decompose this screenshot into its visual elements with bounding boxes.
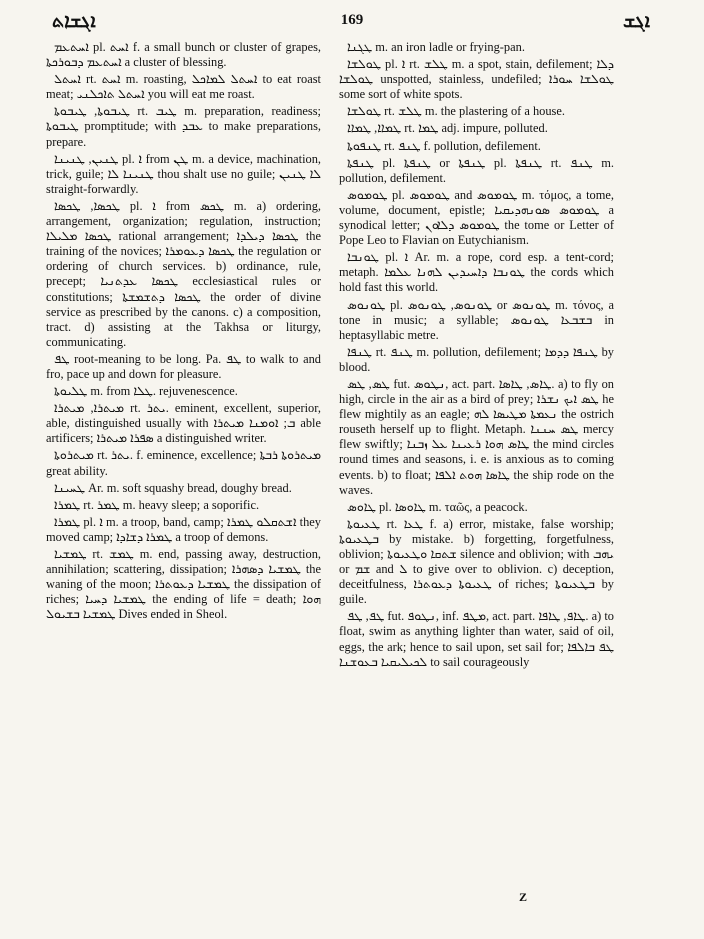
dictionary-entry: ܛܘܡܘܣ pl. ܛܘܡܘܣ and ܛܘܡܘܣ m. τόμος, a tome, volume, document, epistle; ܛܘܡܘܣ ܣܘܢܗܕܝܩܝܐ a synodical letter; ܛܘܡܘܣ ܕܠܐܘܢ the tome or Letter of Pope Leo to Flavian on Eutychianism. <box>339 187 614 248</box>
dictionary-entry: ܡܝܬܪܘܬܐ rt. ܝܬܪ. f. eminence, excellence; ܡܝܬܪܘܬܐ ܪܒܬܐ great ability. <box>46 448 321 478</box>
dictionary-entry: ܛܠܝܘܬܐ m. from ܛܠܐ. rejuvenescence. <box>54 384 238 399</box>
page-header <box>0 8 704 38</box>
dictionary-entry: ܡܝܬܪܐ, ܡܝܬܪܐ rt. ܝܬܪ. eminent, excellent, superior, able, distinguished usually with ܒ; ܐܘܡܢܐ ܡܝܬܪܐ able artificers; ܣܦܪܐ ܡܝܬܪܐ a distinguished writer. <box>46 401 321 446</box>
dictionary-entry: ܛܘܢܒܐ pl. ܐ Ar. m. a rope, cord esp. a tent-cord; metaph. ܛܘܢܒܐ ܕܐܚܝܕܝܢ ܠܗܢܐ ܥܠܡܐ the cords which hold fast this world. <box>339 250 614 295</box>
dictionary-entry: ܛܣ, ܛܣ fut. ܢܛܘܣ, act. part. ܛܐܣ, ܛܐܣܐ. a) to fly on high, circle in the air as a bird of prey; ܛܣ ܐܝܟ ܢܫܪܐ he flew mightily as an eagle; ܢܥܡܬܐ ܡܛܝܣܐ ܠܗ the ostrich rouseth herself up to flight. Metaph. ܛܣ ܚܢܢܐ mercy flew swiftly; ܛܐܣ ܗܘܐ ܪܥܝܢܐ ܥܠ ܙܒܢܐ the mind circles round times and seasons, i. e. is anxious as to coming events. b) to float; ܛܐܣܐ ܗܘܬ ܐܠܦܐ the ship rode on the waves. <box>339 376 615 497</box>
header-left-word: ܐܓܫܐܬ <box>52 10 96 32</box>
dictionary-entry: ܛܡܫܝܐ rt. ܛܡܫ m. end, passing away, destruction, annihilation; scattering, dissipation; ܛܡܫܝܐ ܕܣܗܪܐ the waning of the moon; ܛܡܫܝܐ ܕܥܘܬܪܐ the dissipation of riches; ܛܡܫܝܐ ܕܚܝܐ the ending of life = death; ܗܘܐ ܛܡܫܝܐ ܒܫܝܘܠ Dives ended in Sheol. <box>46 547 321 622</box>
dictionary-entry: ܛܡܪܐ rt. ܛܡܪ m. heavy sleep; a soporific. <box>54 497 260 512</box>
dictionary-entry: ܛܘܢܘܣ pl. ܛܘܢܘܣ, ܛܘܢܘܣ or ܛܘܢܘܣ m. τόνος, a tone in music; a syllable; ܒܫܒܥܐ ܛܘܢܘܣ in heptasyllabic metre. <box>339 297 614 342</box>
dictionary-entry: ܛܘܠܫܐ pl. ܐ rt. ܛܠܫ m. a spot, stain, defilement; ܕܠܐ ܛܘܠܫܐ unspotted, stainless, undefiled; ܛܘܠܫܐ ܚܘܪܐ some sort of white spots. <box>339 57 615 102</box>
dictionary-entry: ܐܚܬܠ rt. ܐܚܬ m. roasting, ܐܚܬܠ ܠܡܐܟܠ to eat roast meat; ܐܚܬܠ ܬܐܟܠܢܝ you will eat me roast. <box>46 72 321 102</box>
dictionary-entry: ܛܡܐܐ, ܛܡܐܐ rt. ܛܡܐ adj. impure, polluted. <box>347 121 548 136</box>
dictionary-entry: ܐܚܬܥܡ pl. ܐܚܬ f. a small bunch or cluster of grapes, ܐܚܬܥܡ ܕܒܘܪܟܬܐ a cluster of blessing. <box>46 40 321 70</box>
right-column <box>339 40 614 672</box>
page-number: 169 <box>340 12 364 28</box>
header-right-word: ܐܓܫ <box>622 10 650 32</box>
signature-mark: Z <box>519 890 528 904</box>
dictionary-entry: ܛܡܪܐ pl. ܐ m. a troop, band, camp; ܐܫܬܩܠܘ ܛܡܪܐ they moved camp; ܛܡܪܐ ܕܫܐܕܐ a troop of demons. <box>46 514 321 544</box>
dictionary-entry: ܛܓܢܐ m. an iron ladle or frying-pan. <box>347 40 525 54</box>
dictionary-entry: ܛܟܣܐ, ܛܟܣܐ pl. ܐ from ܛܟܣ m. a) ordering, arrangement, organization; regulation, instruction; ܛܟܣܐ ܡܠܝܠܐ rational arrangement; ܛܟܣܐ ܕܝܠܕܐ the training of the novices; ܛܟܣܐ ܕܥܘܡܪܐ the regulation or ordering of church services. b) ordinance, rule, precept; ܛܟܣܐ ܥܕܬܢܝܐ ecclesiastical rules or constitutions; ܛܟܣܐ ܕܬܫܡܫܬܐ the order of divine service as prescribed by the canons. c) a composition, tract. d) assisting at the Takhsa or liturgy, communicating. <box>46 198 322 349</box>
dictionary-entry: ܛܢܦܘܬܐ rt. ܛܢܦ f. pollution, defilement. <box>347 138 541 153</box>
dictionary-entry: ܛܥܝܘܬܐ rt. ܛܥܐ f. a) error, mistake, false worship; ܒܛܥܝܘܬܐ by mistake. b) forgetting, forgetfulness, oblivion; ܫܬܩܐ ܘܛܥܝܘܬܐ silence and oblivion; with ܝܗܒ or ܫܡ and ܠ to give over to oblivion. c) deception, deceitfulness, ܛܥܝܘܬܐ ܕܥܘܬܪܐ of riches; ܒܛܥܝܘܬܐ by guile. <box>339 516 614 607</box>
dictionary-entry: ܛܚܝܢܐ Ar. m. soft squashy bread, doughy bread. <box>54 480 292 495</box>
dictionary-entry: ܛܦ root-meaning to be long. Pa. ܛܦ to walk to and fro, pace up and down for pleasure. <box>46 351 321 381</box>
dictionary-entry: ܛܝܒܘܬܐ, ܛܝܒܘܬܐ rt. ܛܝܒ m. preparation, readiness; ܛܝܒܘܬܐ promptitude; with ܥܒܕ to make preparations, prepare. <box>46 104 321 149</box>
dictionary-entry: ܛܦ, ܛܦ fut. ܢܛܘܦ, inf. ܡܛܦ, act. part. ܛܐܦ, ܛܐܦܐ. a) to float, swim as anything lighter than water, said of oil, eggs, the ark; hence to sail upon, set sail for; ܛܦ ܒܐܠܦܐ ܠܟܝܠܝܩܝܐ ܒܥܘܫܢܐ to sail courageously <box>339 609 614 669</box>
dictionary-entry: ܛܢܝܢ, ܛܢܝܢܐ pl. ܐ from ܛܢ m. a device, machination, trick, guile; ܛܢܝܢܐ ܠܐ thou shalt use no guile; ܠܐ ܛܢܝܢ straight-forwardly. <box>46 151 322 196</box>
dictionary-entry: ܛܢܦܬܐ pl. ܛܢܦܬܐ or ܛܢܦܬܐ pl. ܛܢܦܬܐ rt. ܛܢܦ m. pollution, defilement. <box>339 155 614 185</box>
dictionary-entry: ܛܐܘܣ pl. ܛܐܘܣܐ m. ταῶς, a peacock. <box>347 499 528 514</box>
left-column <box>46 40 321 624</box>
dictionary-entry: ܛܘܠܫܐ rt. ܛܠܫ m. the plastering of a house. <box>347 104 565 119</box>
dictionary-entry: ܛܢܦܐ rt. ܛܢܦ m. pollution, defilement; ܛܢܦܐ ܕܕܡܐ by blood. <box>339 344 614 374</box>
